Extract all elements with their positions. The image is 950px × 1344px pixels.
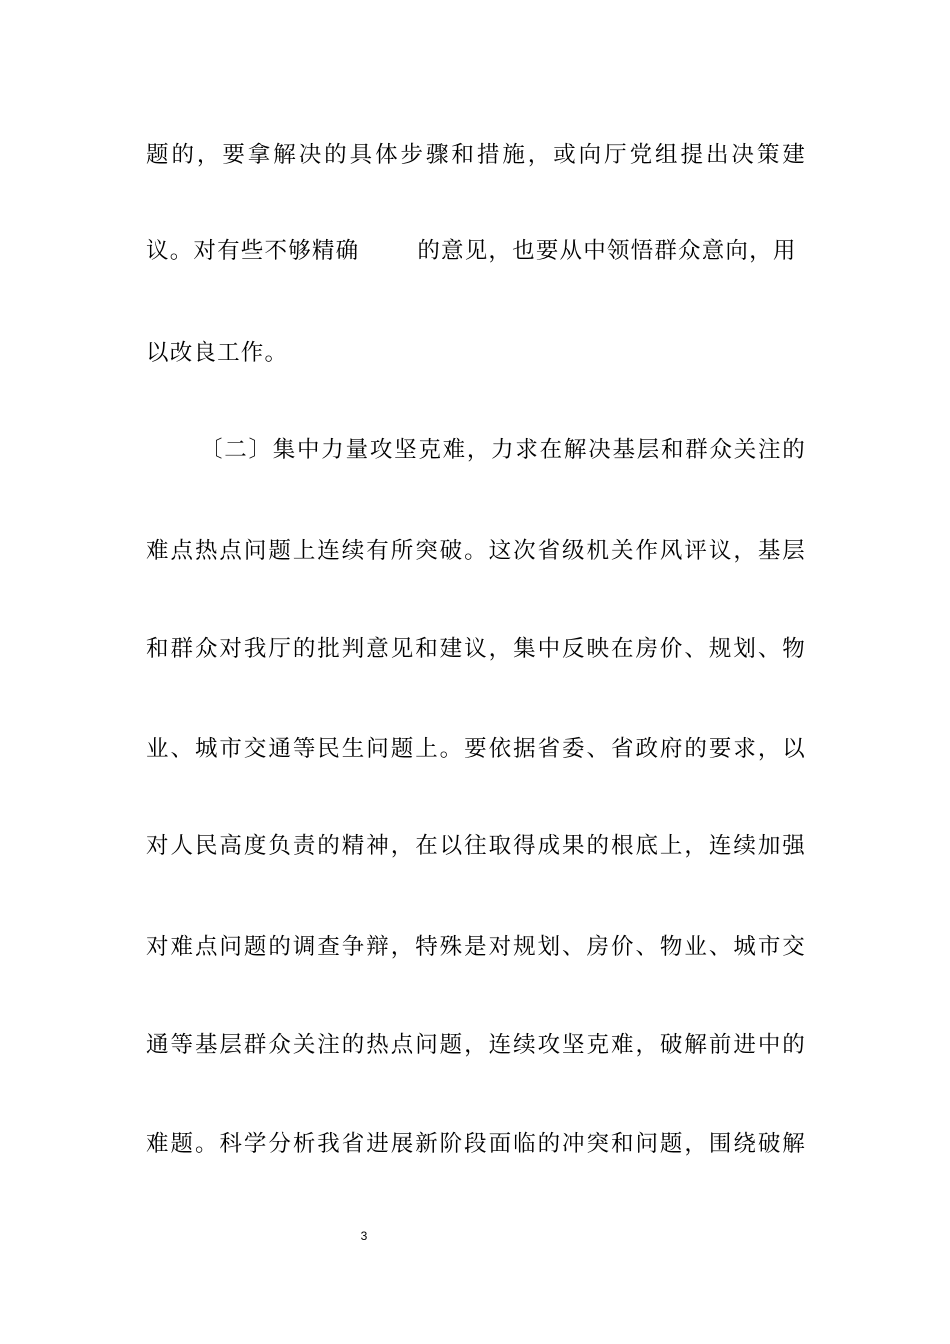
text-line: 对人民高度负责的精神，在以往取得成果的根底上，连续加强 xyxy=(146,833,806,859)
text-line: 以改良工作。 xyxy=(146,340,289,366)
text-line: 难题。科学分析我省进展新阶段面临的冲突和问题，围绕破解 xyxy=(146,1131,806,1157)
text-segment: 的意见，也要从中领悟群众意向，用 xyxy=(417,238,797,264)
text-segment: 议。对有些不够精确 xyxy=(146,238,360,264)
text-line: 对难点问题的调查争辩，特殊是对规划、房价、物业、城市交 xyxy=(146,934,806,960)
text-line: 难点热点问题上连续有所突破。这次省级机关作风评议，基层 xyxy=(146,538,806,564)
page-number: 3 xyxy=(360,1229,368,1243)
text-line: 和群众对我厅的批判意见和建议，集中反映在房价、规划、物 xyxy=(146,636,806,662)
text-line: 业、城市交通等民生问题上。要依据省委、省政府的要求，以 xyxy=(146,736,806,762)
paragraph-heading-line: 〔二〕集中力量攻坚克难，力求在解决基层和群众关注的 xyxy=(200,437,806,463)
text-line: 题的，要拿解决的具体步骤和措施，或向厅党组提出决策建 xyxy=(146,142,806,168)
text-line xyxy=(146,236,806,266)
text-line: 通等基层群众关注的热点问题，连续攻坚克难，破解前进中的 xyxy=(146,1032,806,1058)
